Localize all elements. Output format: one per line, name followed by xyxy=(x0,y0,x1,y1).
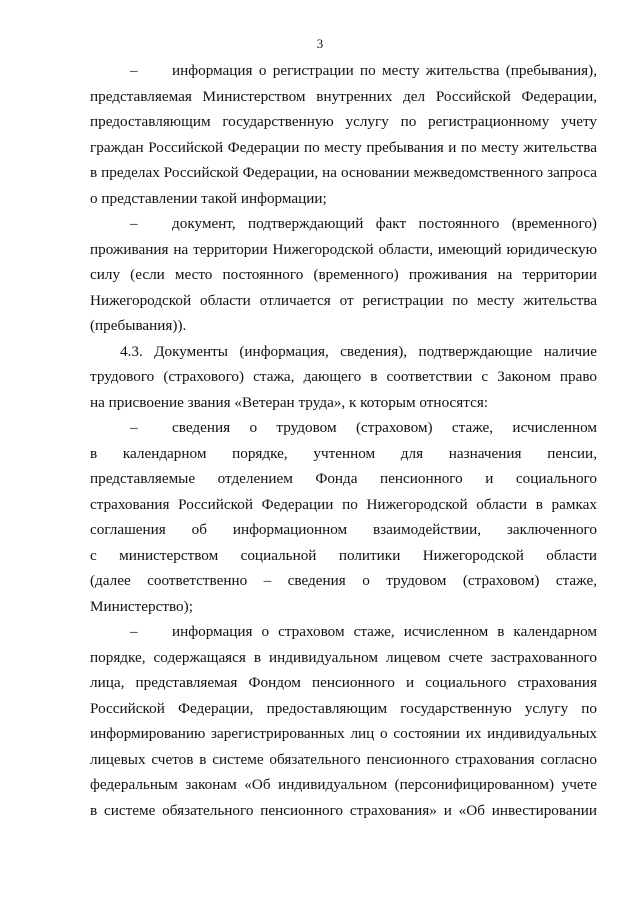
text-line xyxy=(90,288,597,314)
text-line xyxy=(90,135,597,161)
text-line xyxy=(90,262,597,288)
text-line xyxy=(90,568,597,594)
line-text: с министерством социальной политики Нижегородской области xyxy=(90,546,597,564)
line-text: документ, подтверждающий факт постоянного (временного) xyxy=(172,215,597,232)
text-line xyxy=(90,109,597,135)
text-line xyxy=(90,390,597,416)
line-text: в календарном порядке, учтенном для назначения пенсии, xyxy=(90,444,597,462)
line-text: порядке, содержащаяся в индивидуальном лицевом счете застрахованного xyxy=(90,648,597,666)
text-line xyxy=(90,313,597,339)
text-line xyxy=(90,415,597,441)
text-line xyxy=(90,798,597,824)
line-text: силу (если место постоянного (временного) проживания на территории xyxy=(90,266,597,283)
text-line xyxy=(90,237,597,263)
document-body xyxy=(90,58,597,823)
text-line xyxy=(90,160,597,186)
line-text: трудового (страхового) стажа, дающего в соответствии с Законом право xyxy=(90,368,597,385)
line-text: информация о регистрации по месту жительства (пребывания), xyxy=(172,62,597,79)
text-line xyxy=(90,645,597,671)
list-dash: – xyxy=(130,419,138,436)
line-text: 4.3. Документы (информация, сведения), подтверждающие наличие xyxy=(120,342,597,360)
line-text: на присвоение звания «Ветеран труда», к которым относятся: xyxy=(90,393,489,411)
line-text: информированию зарегистрированных лиц о состоянии их индивидуальных xyxy=(90,725,597,742)
line-text: в системе обязательного пенсионного страхования» и «Об инвестировании xyxy=(90,801,597,819)
line-text: представляемая Министерством внутренних дел Российской Федерации, xyxy=(90,87,597,105)
line-text: о представлении такой информации; xyxy=(90,189,327,207)
line-text: в пределах Российской Федерации, на основании межведомственного запроса xyxy=(90,164,597,181)
line-text: граждан Российской Федерации по месту пребывания и по месту жительства xyxy=(90,138,597,156)
line-text: Российской Федерации, предоставляющим государственную услугу по xyxy=(90,699,597,717)
line-text: (пребывания)). xyxy=(90,317,187,334)
line-text: сведения о трудовом (страховом) стаже, исчисленном xyxy=(172,419,597,436)
text-line xyxy=(90,339,597,365)
text-line xyxy=(90,364,597,390)
text-line xyxy=(90,619,597,645)
line-text: проживания на территории Нижегородской области, имеющий юридическую xyxy=(90,240,597,258)
text-line xyxy=(90,772,597,798)
text-line xyxy=(90,186,597,212)
text-line xyxy=(90,747,597,773)
text-line xyxy=(90,211,597,237)
text-line xyxy=(90,517,597,543)
text-line xyxy=(90,441,597,467)
line-text: (далее соответственно – сведения о трудовом (страховом) стаже, xyxy=(90,572,597,589)
line-text: соглашения об информационном взаимодействии, заключенного xyxy=(90,521,597,538)
text-line xyxy=(90,58,597,84)
list-dash: – xyxy=(130,215,138,232)
page-number: 3 xyxy=(316,36,324,51)
text-line xyxy=(90,670,597,696)
text-line xyxy=(90,466,597,492)
list-dash: – xyxy=(130,62,138,79)
line-text: федеральным законам «Об индивидуальном (персонифицированном) учете xyxy=(90,776,597,793)
line-text: страхования Российской Федерации по Нижегородской области в рамках xyxy=(90,495,597,513)
text-line xyxy=(90,721,597,747)
line-text: Министерство); xyxy=(90,597,193,615)
line-text: лицевых счетов в системе обязательного пенсионного страхования согласно xyxy=(90,750,597,768)
text-line xyxy=(90,696,597,722)
line-text: Нижегородской области отличается от регистрации по месту жительства xyxy=(90,291,597,309)
line-text: лица, представляемая Фондом пенсионного и социального страхования xyxy=(90,674,597,691)
line-text: предоставляющим государственную услугу по регистрационному учету xyxy=(90,113,597,130)
text-line xyxy=(90,84,597,110)
line-text: представляемые отделением Фонда пенсионного и социального xyxy=(90,470,597,487)
list-dash: – xyxy=(130,623,138,640)
text-line xyxy=(90,543,597,569)
line-text: информация о страховом стаже, исчисленном в календарном xyxy=(172,623,597,640)
text-line xyxy=(90,492,597,518)
text-line xyxy=(90,594,597,620)
